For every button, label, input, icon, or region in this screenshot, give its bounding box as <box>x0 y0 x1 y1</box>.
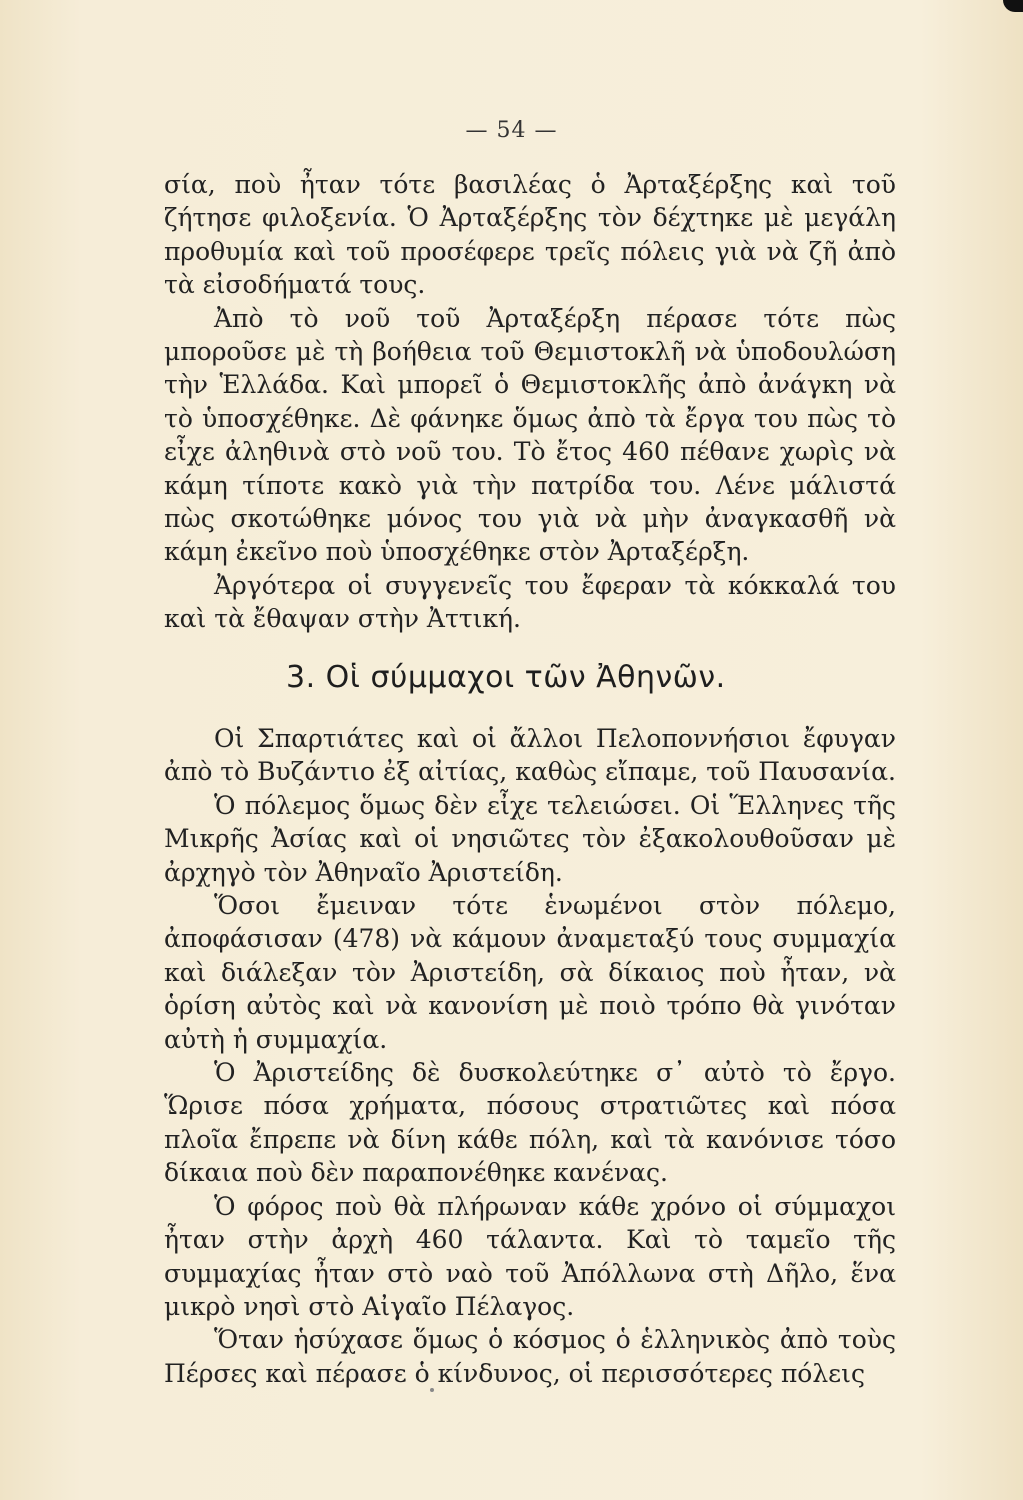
paragraph: Οἱ Σπαρτιάτες καὶ οἱ ἄλλοι Πελοποννήσιοι ἔφυγαν ἀπὸ τὸ Βυζάντιο ἐξ αἰτίας, καθὼς εἴπαμε, τοῦ Παυσανία. <box>164 724 896 787</box>
page-number: — 54 — <box>465 118 558 143</box>
text-block-before-heading <box>164 168 896 636</box>
paragraph: Ὁ φόρος ποὺ θὰ πλήρωναν κάθε χρόνο οἱ σύμμαχοι ἦταν στὴν ἀρχὴ 460 τάλαντα. Καὶ τὸ ταμεῖο τῆς συμμαχίας ἦταν στὸ ναὸ τοῦ Ἀπόλλωνα στὴ Δῆλο, ἕνα μικρὸ νησὶ στὸ Αἰγαῖο Πέλαγος. <box>164 1191 896 1321</box>
paragraph: Ἀργότερα οἱ συγγενεῖς του ἔφεραν τὰ κόκκαλά του καὶ τὰ ἔθαψαν στὴν Ἀττική. <box>164 570 896 634</box>
section-heading: 3. Οἱ σύμμαχοι τῶν Ἀθηνῶν. <box>286 660 726 695</box>
paragraph: Ὅταν ἡσύχασε ὅμως ὁ κόσμος ὁ ἑλληνικὸς ἀπὸ τοὺς Πέρσες καὶ πέρασε ὁ κίνδυνος, οἱ περισσότερες πόλεις <box>164 1325 896 1388</box>
paragraph: Ἀπὸ τὸ νοῦ τοῦ Ἀρταξέρξη πέρασε τότε πὼς μποροῦσε μὲ τὴ βοήθεια τοῦ Θεμιστοκλῆ νὰ ὑποδουλώση τὴν Ἑλλάδα. Καὶ μπορεῖ ὁ Θεμιστοκλῆς ἀπὸ ἀνάγκη νὰ τὸ ὑποσχέθηκε. Δὲ φάνηκε ὅμως ἀπὸ τὰ ἔργα του πὼς τὸ εἶχε ἀληθινὰ στὸ νοῦ του. Τὸ ἔτος 460 πέθανε χωρὶς νὰ κάμη τίποτε κακὸ γιὰ τὴν πατρίδα του. Λένε μάλιστά πὼς σκοτώθηκε μόνος του γιὰ νὰ μὴν ἀναγκασθῆ νὰ κάμη ἐκεῖνο ποὺ ὑποσχέθηκε στὸν Ἀρταξέρξη. <box>164 303 896 567</box>
paragraph: Ὅσοι ἔμειναν τότε ἑνωμένοι στὸν πόλεμο, ἀποφάσισαν (478) νὰ κάμουν ἀναμεταξύ τους συμμαχία καὶ διάλεξαν τὸν Ἀριστείδη, σὰ δίκαιος ποὺ ἦταν, νὰ ὁρίση αὐτὸς καὶ νὰ κανονίση μὲ ποιὸ τρόπο θὰ γινόταν αὐτὴ ἡ συμμαχία. <box>164 891 896 1054</box>
corner-ink-mark <box>1003 0 1023 12</box>
text-block-after-heading <box>164 722 896 1390</box>
paragraph: Ὁ πόλεμος ὅμως δὲν εἶχε τελειώσει. Οἱ Ἕλληνες τῆς Μικρῆς Ἀσίας καὶ οἱ νησιῶτες τὸν ἐξακολουθοῦσαν μὲ ἀρχηγὸ τὸν Ἀθηναῖο Ἀριστείδη. <box>164 790 896 887</box>
print-speck <box>430 1388 434 1392</box>
paragraph: σία, ποὺ ἦταν τότε βασιλέας ὁ Ἀρταξέρξης καὶ τοῦ ζήτησε φιλοξενία. Ὁ Ἀρταξέρξης τὸν δέχτηκε μὲ μεγάλη προθυμία καὶ τοῦ προσέφερε τρεῖς πόλεις γιὰ νὰ ζῆ ἀπὸ τὰ εἰσοδήματά τους. <box>164 170 896 300</box>
paragraph: Ὁ Ἀριστείδης δὲ δυσκολεύτηκε σ᾽ αὐτὸ τὸ ἔργο. Ὥρισε πόσα χρήματα, πόσους στρατιῶτες καὶ πόσα πλοῖα ἔπρεπε νὰ δίνη κάθε πόλη, καὶ τὰ κανόνισε τόσο δίκαια ποὺ δὲν παραπονέθηκε κανένας. <box>164 1058 896 1188</box>
